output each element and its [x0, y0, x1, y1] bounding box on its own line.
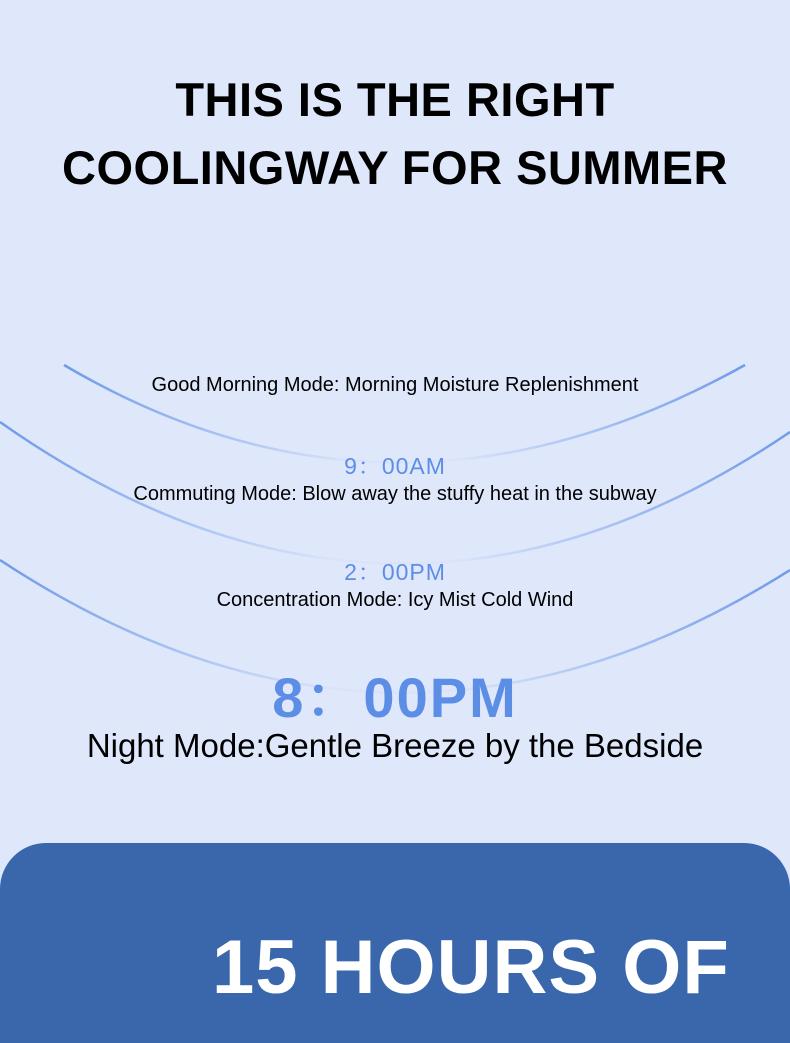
commuting-mode-text: Commuting Mode: Blow away the stuffy heat in the subway — [133, 483, 657, 505]
morning-mode-text: Good Morning Mode: Morning Moisture Replenishment — [151, 374, 639, 396]
concentration-time: 2：00PM — [344, 559, 446, 585]
headline-line-1: THIS IS THE RIGHT — [175, 73, 615, 126]
headline-line-2: COOLINGWAY FOR SUMMER — [62, 141, 728, 194]
concentration-mode-text: Concentration Mode: Icy Mist Cold Wind — [216, 589, 574, 611]
night-mode-text: Night Mode:Gentle Breeze by the Bedside — [86, 727, 704, 764]
commuting-time: 9：00AM — [344, 453, 446, 479]
night-time: 8：00PM — [272, 666, 518, 729]
bottom-banner-title: 15 HOURS OF — [212, 925, 730, 1010]
